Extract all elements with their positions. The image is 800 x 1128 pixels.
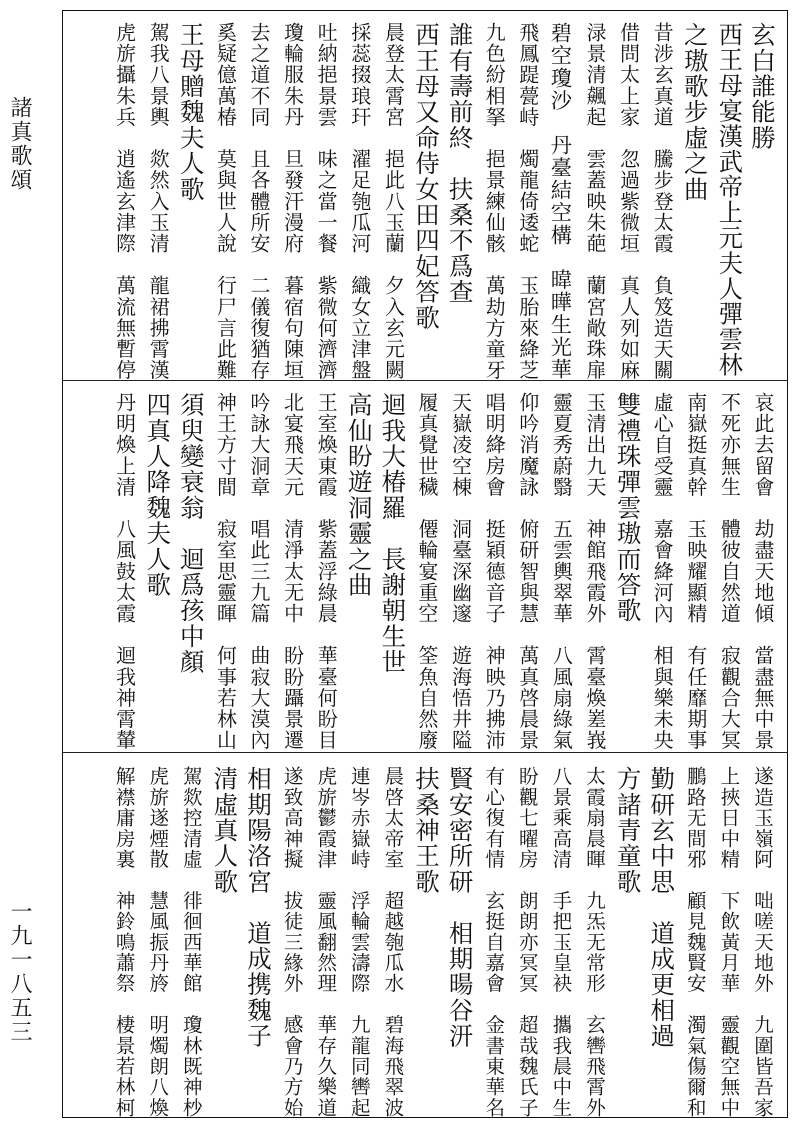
text-column: 晨登太霄宮 挹此八玉蘭 夕入玄元闕: [381, 22, 405, 381]
text-column: 丹明煥上清 八風鼓太霞 迴我神霄輦: [112, 392, 136, 751]
text-column: 虎旂攝朱兵 逍遙玄津際 萬流無暫停: [112, 22, 136, 381]
text-column: 雙禮珠彈雲璈而答歌: [613, 392, 643, 624]
text-column: 渌景清飆起 雲蓋映朱葩 蘭宮敞珠扉: [583, 22, 606, 381]
text-column: 玄白誰能勝: [748, 22, 777, 151]
text-column: 王室煥東霞 紫蓋浮綠晨 華臺何盼目: [314, 392, 338, 751]
text-column: 虎旂鬱霞津 靈風翻然理 華存久樂道: [314, 766, 338, 1118]
text-column: 北宴飛天元 清淨太无中 盼盼躡景遷: [280, 392, 304, 751]
text-column: 高仙盼遊洞靈之曲: [344, 392, 374, 598]
text-column: 昔涉玄真道 騰步登太霞 負笈造天關: [650, 22, 674, 381]
text-column: 九色紛相拏 挹景練仙骸 萬劫方童牙: [482, 22, 506, 381]
text-column: 唱明絳房會 挺穎德音子 神映乃拂沛: [482, 392, 506, 751]
text-column: 吟詠大洞章 唱此三九篇 曲寂大漠內: [247, 392, 270, 751]
text-column: 碧空瓊沙 丹臺結空構 暐曄生光華: [548, 22, 574, 381]
text-column: 有心復有情 玄挺自嘉會 金書東華名: [482, 766, 506, 1118]
text-column: 瓊輪服朱丹 旦發汗漫府 暮宿句陳垣: [280, 22, 304, 381]
text-column: 清虛真人歌: [210, 766, 240, 895]
text-column: 仰吟消魔詠 俯研智與慧 萬真啓晨景: [515, 392, 539, 751]
text-column: 虛心自受靈 嘉會絳河內 相與樂未央: [650, 392, 674, 751]
text-column: 駕欻控清虛 徘徊西華館 瓊林既神杪: [179, 766, 203, 1118]
text-column: 連岑赤嶽峙 浮輪雲濤際 九龍同轡起: [347, 766, 371, 1118]
text-column: 採蕊掇琅玕 濯足匏瓜河 織女立津盤: [347, 22, 371, 381]
text-column: 相期陽洛宮 道成携魏子: [244, 766, 273, 1049]
text-column: 履真覺世穢 僊輪宴重空 筌魚自然廢: [415, 392, 438, 751]
text-column: 虎旂遂煙散 慧風振丹旍 明燭朗八煥: [146, 766, 170, 1118]
text-column: 四真人降魏夫人歌: [143, 392, 173, 598]
text-column: 去之道不同 且各體所安 二儀復猶存: [247, 22, 270, 381]
text-column: 賢安密所研 相期暘谷汧: [445, 766, 475, 1049]
text-column: 天嶽凌空棟 洞臺深幽邃 遊海悟井隘: [448, 392, 472, 751]
text-column: 飛鳳踶甍峙 燭龍倚逶蛇 玉胎來絳芝: [515, 22, 539, 381]
section-divider: [62, 752, 788, 753]
text-column: 八景乘高清 手把玉皇袂 攜我晨中生: [549, 766, 573, 1118]
text-column: 駕我八景輿 欻然入玉清 龍裙拂霄漢: [146, 22, 170, 381]
text-column: 玉清出九天 神館飛霞外 霄臺煥嵳峩: [583, 392, 606, 751]
text-column: 鵬路无間邪 顧見魏賢安 濁氣傷爾和: [683, 766, 707, 1118]
text-column: 遂致高神擬 拔徒三緣外 感會乃方始: [280, 766, 304, 1118]
text-column: 晨啓太帝室 超越匏瓜水 碧海飛翠波: [381, 766, 405, 1118]
text-column: 遂造玉嶺阿 咄嗟天地外 九圍皆吾家: [751, 766, 774, 1118]
text-column: 吐納挹景雲 味之當一餐 紫微何濟濟: [314, 22, 338, 381]
text-column: 王母贈魏夫人歌: [176, 22, 206, 202]
text-column: 方諸青童歌: [613, 766, 643, 895]
text-column: 扶桑神王歌: [412, 766, 441, 895]
text-column: 解襟庸房裏 神鈴鳴蕭祭 棲景若林柯: [112, 766, 136, 1118]
text-column: 南嶽挺真幹 玉映耀顯精 有任靡期事: [683, 392, 707, 751]
page-number: 一九一八五三: [7, 900, 32, 1044]
text-column: 誰有壽前終 扶桑不爲查: [445, 22, 475, 305]
text-column: 靈夏秀蔚翳 五雲輿翠華 八風扇綠氣: [549, 392, 573, 751]
text-column: 奚疑億萬椿 莫與世人說 行尸言此難: [213, 22, 237, 381]
side-title: 諸真歌頌: [7, 96, 32, 192]
text-column: 之璈歌步虛之曲: [680, 22, 710, 202]
text-column: 西王母宴漢武帝上元夫人彈雲林: [714, 22, 743, 378]
text-column: 勤研玄中思 道成更相過: [647, 766, 677, 1049]
text-column: 不死亦無生 體彼自然道 寂觀合大冥: [717, 392, 741, 751]
text-column: 神王方寸間 寂室思靈暉 何事若林山: [213, 392, 237, 751]
text-column: 須臾變衰翁 迴爲孩中顏: [176, 392, 206, 675]
text-column: 西王母又命侍女田四妃答歌: [412, 22, 441, 331]
text-column: 哀此去留會 劫盡天地傾 當盡無中景: [751, 392, 774, 751]
text-column: 迴我大椿羅 長謝朝生世: [378, 392, 408, 675]
text-column: 盼觀七曜房 朗朗亦冥冥 超哉魏氏子: [515, 766, 539, 1118]
text-column: 上挾日中精 下飲黃月華 靈觀空無中: [717, 766, 741, 1118]
text-column: 太霞扇晨暉 九炁无常形 玄轡飛霄外: [583, 766, 606, 1118]
section-divider: [62, 380, 788, 381]
text-column: 借問太上家 忽過紫微垣 真人列如麻: [616, 22, 640, 381]
